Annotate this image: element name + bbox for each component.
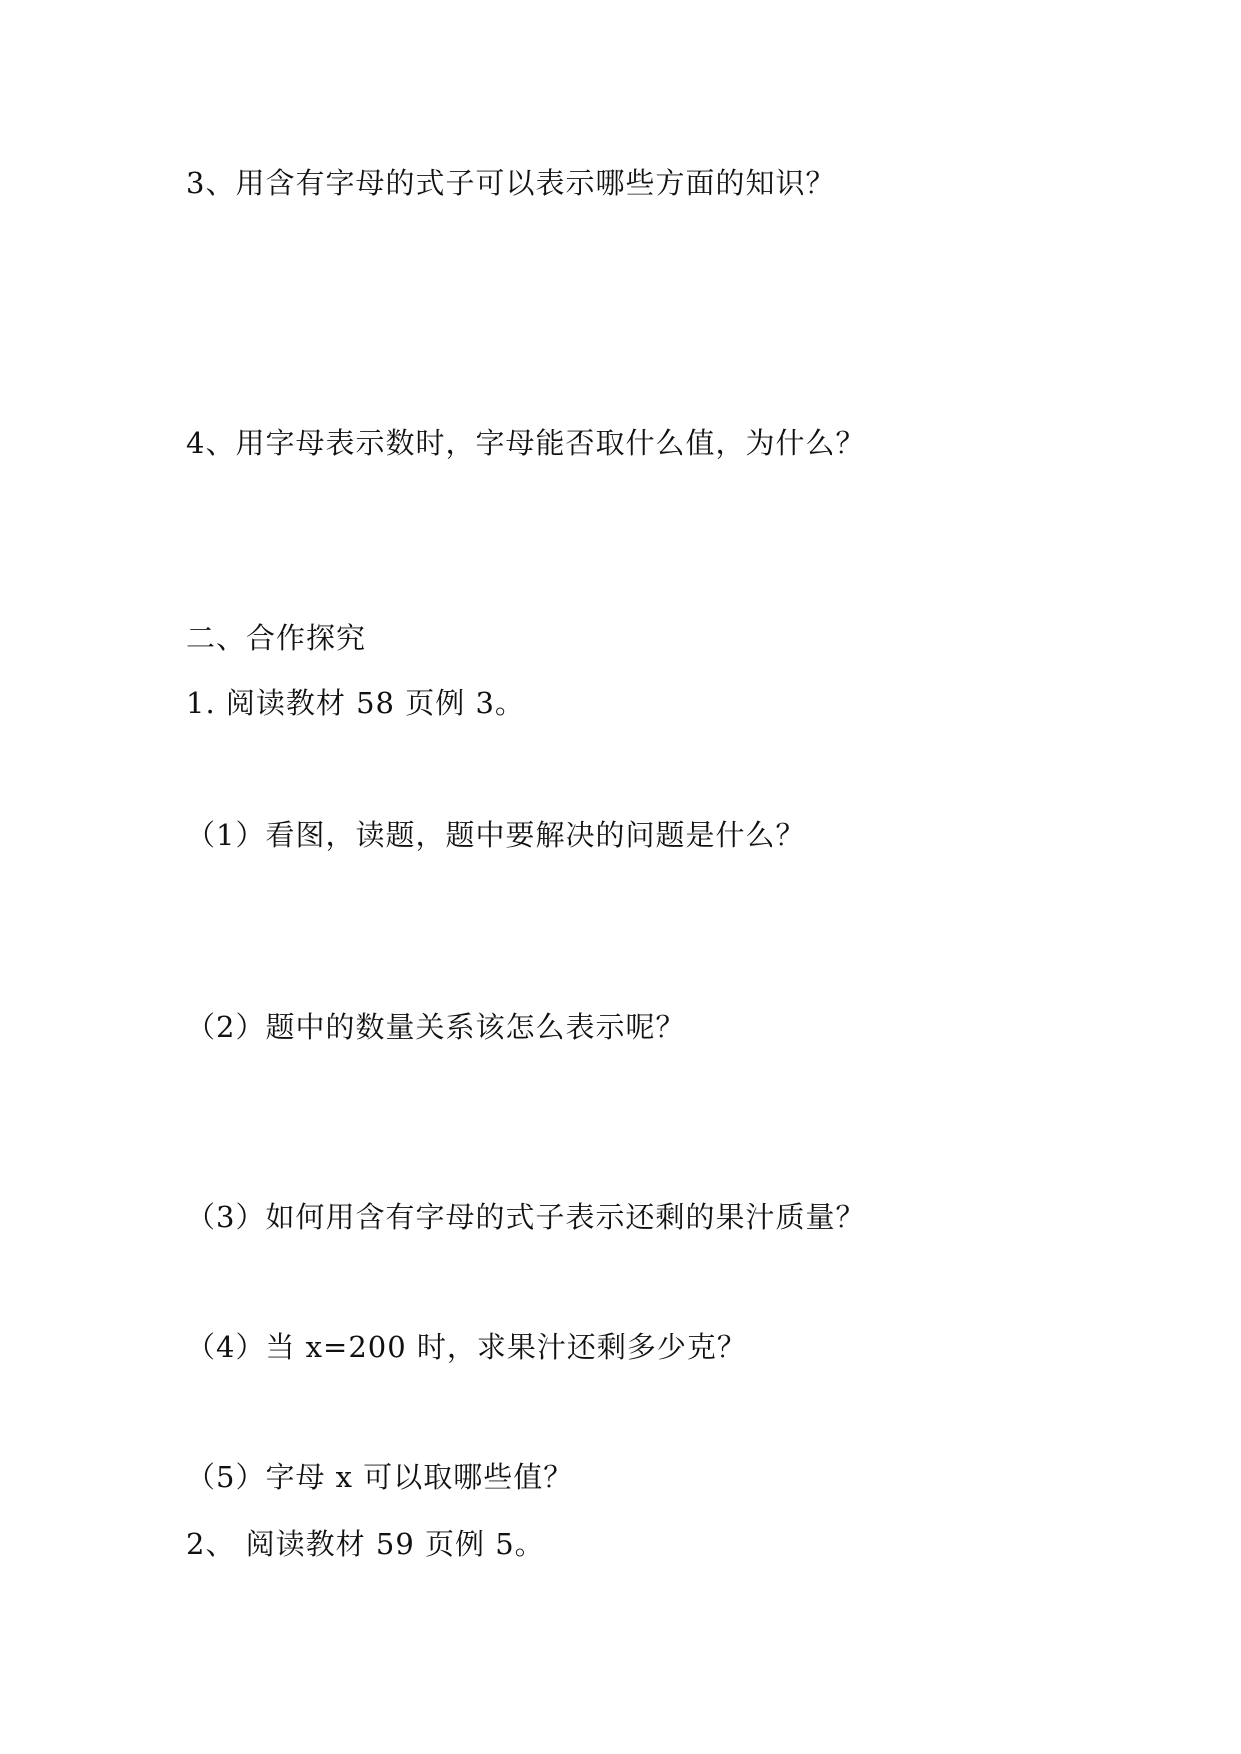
task-1: 1. 阅读教材 58 页例 3。 [186,686,525,720]
sub-question-1: （1）看图，读题，题中要解决的问题是什么？ [186,818,806,852]
question-3: 3、用含有字母的式子可以表示哪些方面的知识？ [186,166,836,200]
question-4: 4、用字母表示数时，字母能否取什么值，为什么？ [186,426,866,460]
task-2: 2、 阅读教材 59 页例 5。 [186,1527,545,1561]
sub-question-5: （5）字母 x 可以取哪些值？ [186,1460,574,1494]
sub-question-2: （2）题中的数量关系该怎么表示呢？ [186,1010,686,1044]
sub-question-3: （3）如何用含有字母的式子表示还剩的果汁质量？ [186,1200,866,1234]
section-heading: 二、合作探究 [186,621,367,655]
sub-question-4: （4）当 x=200 时，求果汁还剩多少克？ [186,1330,747,1364]
